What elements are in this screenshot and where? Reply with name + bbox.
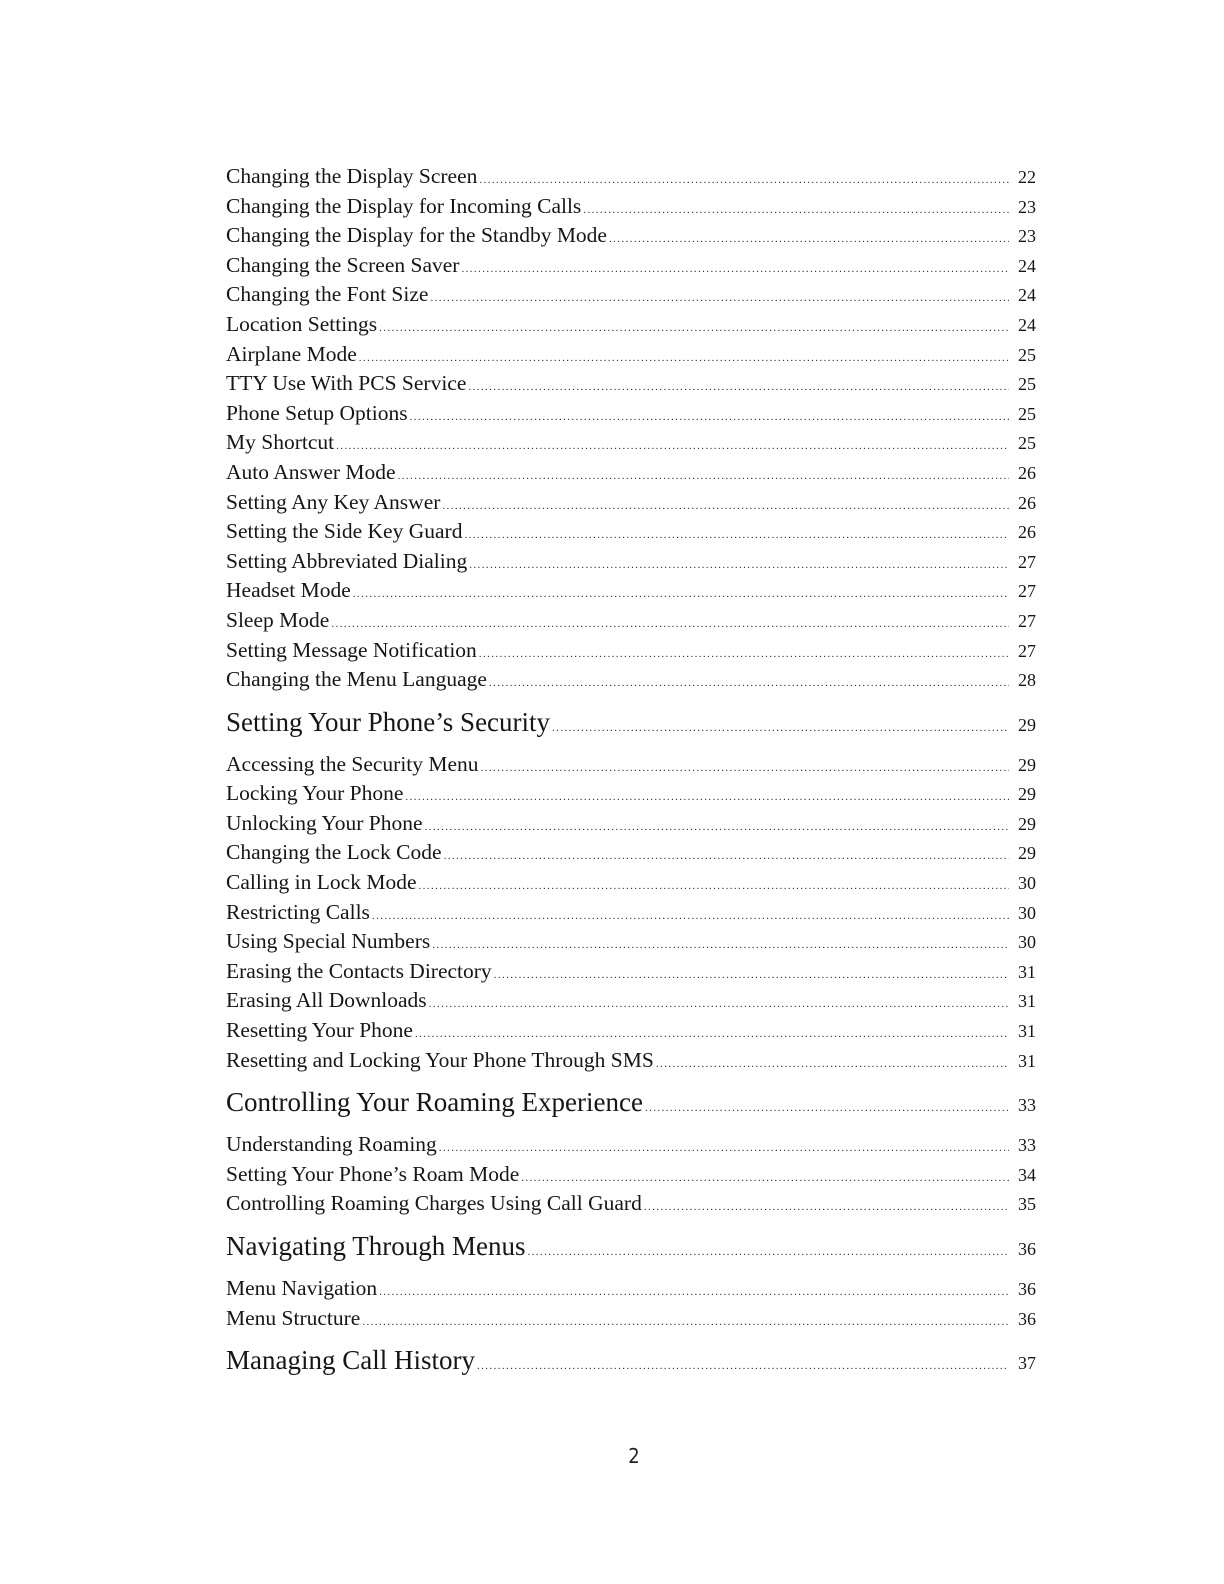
toc-entry-page-number: 33 xyxy=(1018,1095,1036,1116)
toc-entry[interactable] xyxy=(226,251,1036,281)
toc-entry-page-number: 31 xyxy=(1018,1050,1036,1071)
toc-entry[interactable] xyxy=(226,369,1036,399)
toc-entry-title: Setting Any Key Answer xyxy=(226,489,441,514)
toc-entry-page-number: 29 xyxy=(1018,843,1036,864)
dot-leader xyxy=(372,902,1009,932)
toc-entry-page-number: 27 xyxy=(1018,551,1036,572)
toc-entry-page-number: 24 xyxy=(1018,314,1036,335)
toc-entry[interactable] xyxy=(226,1304,1036,1334)
dot-leader xyxy=(656,1050,1009,1080)
dot-leader xyxy=(429,990,1009,1020)
toc-entry[interactable] xyxy=(226,399,1036,429)
toc-entry-title: Setting Abbreviated Dialing xyxy=(226,548,468,573)
dot-leader xyxy=(645,1088,1009,1128)
toc-entry-title: Accessing the Security Menu xyxy=(226,751,479,776)
toc-entry-title: Changing the Display Screen xyxy=(226,164,478,188)
toc-entry[interactable] xyxy=(226,576,1036,606)
toc-entry-page-number: 27 xyxy=(1018,581,1036,602)
toc-entry[interactable] xyxy=(226,809,1036,839)
toc-entry-title: Changing the Menu Language xyxy=(226,667,487,692)
dot-leader xyxy=(644,1193,1009,1223)
toc-section-heading[interactable] xyxy=(226,1226,1036,1266)
toc-entry-title: Menu Navigation xyxy=(226,1276,378,1300)
toc-entry-page-number: 23 xyxy=(1018,226,1036,247)
toc-entry-page-number: 29 xyxy=(1018,714,1036,735)
toc-entry-page-number: 29 xyxy=(1018,784,1036,805)
toc-entry-title: Managing Call History xyxy=(226,1345,475,1376)
toc-entry[interactable] xyxy=(226,779,1036,809)
toc-entry-page-number: 25 xyxy=(1018,403,1036,424)
toc-entry[interactable] xyxy=(226,986,1036,1016)
toc-entry-title: Using Special Numbers xyxy=(226,929,431,954)
toc-entry-page-number: 28 xyxy=(1018,670,1036,691)
toc-entry-title: Headset Mode xyxy=(226,578,351,603)
toc-entry-title: Navigating Through Menus xyxy=(226,1231,526,1261)
toc-entry-page-number: 37 xyxy=(1018,1353,1036,1374)
toc-entry-page-number: 22 xyxy=(1018,167,1036,187)
toc-entry-page-number: 24 xyxy=(1018,255,1036,276)
toc-entry[interactable] xyxy=(226,838,1036,868)
toc-entry-title: Changing the Lock Code xyxy=(226,840,442,865)
toc-entry-title: Erasing the Contacts Directory xyxy=(226,958,492,983)
toc-entry-title: Changing the Display for the Standby Mode xyxy=(226,223,607,248)
toc-entry-title: Phone Setup Options xyxy=(226,400,408,425)
toc-entry-title: Setting Message Notification xyxy=(226,637,477,662)
toc-entry-page-number: 33 xyxy=(1018,1135,1036,1156)
dot-leader xyxy=(494,961,1009,991)
toc-entry-page-number: 26 xyxy=(1018,462,1036,483)
toc-entry-page-number: 34 xyxy=(1018,1164,1036,1185)
toc-entry-page-number: 27 xyxy=(1018,610,1036,631)
toc-entry[interactable] xyxy=(226,192,1036,222)
toc-entry-page-number: 30 xyxy=(1018,873,1036,894)
toc-entry-page-number: 26 xyxy=(1018,522,1036,543)
toc-entry-title: Menu Structure xyxy=(226,1305,361,1330)
toc-entry-page-number: 36 xyxy=(1018,1239,1036,1259)
toc-entry-page-number: 36 xyxy=(1018,1279,1036,1299)
toc-entry-page-number: 31 xyxy=(1018,991,1036,1012)
toc-entry[interactable] xyxy=(226,868,1036,898)
toc-entry-title: Locking Your Phone xyxy=(226,781,404,806)
toc-entry-page-number: 24 xyxy=(1018,285,1036,306)
toc-entry-page-number: 29 xyxy=(1018,813,1036,834)
dot-leader xyxy=(336,432,1009,462)
toc-entry-title: Setting Your Phone’s Roam Mode xyxy=(226,1161,520,1186)
dot-leader xyxy=(464,521,1009,551)
toc-entry-page-number: 29 xyxy=(1018,754,1036,775)
dot-leader xyxy=(469,551,1009,581)
dot-leader xyxy=(362,1308,1009,1338)
toc-entry[interactable] xyxy=(226,547,1036,577)
toc-entry-title: Changing the Font Size xyxy=(226,282,429,307)
toc-entry[interactable] xyxy=(226,1274,1036,1304)
toc-entry-title: Setting Your Phone’s Security xyxy=(226,706,551,737)
toc-entry-page-number: 27 xyxy=(1018,640,1036,661)
dot-leader xyxy=(419,872,1010,902)
toc-section-heading[interactable] xyxy=(226,702,1036,742)
toc-entry[interactable] xyxy=(226,1130,1036,1160)
toc-entry[interactable] xyxy=(226,1189,1036,1219)
dot-leader xyxy=(353,580,1009,610)
dot-leader xyxy=(552,708,1009,748)
page-number: 2 xyxy=(628,1444,640,1468)
dot-leader xyxy=(379,1278,1009,1308)
dot-leader xyxy=(479,640,1009,670)
dot-leader xyxy=(425,813,1009,843)
toc-entry[interactable] xyxy=(226,898,1036,928)
dot-leader xyxy=(439,1134,1009,1164)
dot-leader xyxy=(489,669,1009,699)
toc-entry[interactable] xyxy=(226,310,1036,340)
toc-entry-page-number: 25 xyxy=(1018,344,1036,365)
toc-entry-title: Resetting Your Phone xyxy=(226,1018,413,1043)
dot-leader xyxy=(405,783,1009,813)
dot-leader xyxy=(481,754,1009,784)
toc-entry-title: Unlocking Your Phone xyxy=(226,810,423,835)
dot-leader xyxy=(398,462,1009,492)
dot-leader xyxy=(583,196,1009,226)
toc-entry-title: Setting the Side Key Guard xyxy=(226,519,463,544)
toc-entry-page-number: 31 xyxy=(1018,961,1036,982)
toc-entry[interactable] xyxy=(226,1046,1036,1076)
dot-leader xyxy=(442,492,1009,522)
toc-entry-page-number: 26 xyxy=(1018,492,1036,513)
toc-entry-title: Erasing All Downloads xyxy=(226,988,427,1013)
toc-entry[interactable] xyxy=(226,458,1036,488)
toc-entry-title: Changing the Screen Saver xyxy=(226,252,460,277)
toc-entry-page-number: 25 xyxy=(1018,433,1036,454)
toc-entry-title: Resetting and Locking Your Phone Through SMS xyxy=(226,1047,654,1072)
toc-entry[interactable] xyxy=(226,428,1036,458)
dot-leader xyxy=(609,225,1009,255)
toc-entry[interactable] xyxy=(226,957,1036,987)
toc-entry-page-number: 25 xyxy=(1018,374,1036,395)
toc-entry[interactable] xyxy=(226,517,1036,547)
toc-entry[interactable] xyxy=(226,488,1036,518)
toc-entry[interactable] xyxy=(226,750,1036,780)
toc-entry-page-number: 30 xyxy=(1018,902,1036,923)
dot-leader xyxy=(430,284,1009,314)
toc-entry-page-number: 31 xyxy=(1018,1021,1036,1042)
toc-section-heading[interactable] xyxy=(226,1082,1036,1122)
toc-entry[interactable] xyxy=(226,665,1036,695)
table-of-contents xyxy=(226,162,1036,1388)
toc-entry-title: Controlling Roaming Charges Using Call Guard xyxy=(226,1191,642,1216)
toc-entry-title: Airplane Mode xyxy=(226,341,357,366)
toc-entry[interactable] xyxy=(226,636,1036,666)
dot-leader xyxy=(432,931,1009,961)
toc-entry-title: Auto Answer Mode xyxy=(226,459,396,484)
dot-leader xyxy=(477,1346,1009,1386)
toc-entry[interactable] xyxy=(226,280,1036,310)
dot-leader xyxy=(410,403,1009,433)
toc-entry-title: Restricting Calls xyxy=(226,899,370,924)
toc-entry[interactable] xyxy=(226,1016,1036,1046)
toc-entry-title: Calling in Lock Mode xyxy=(226,870,417,895)
toc-entry[interactable] xyxy=(226,162,1036,192)
toc-entry[interactable] xyxy=(226,606,1036,636)
dot-leader xyxy=(461,255,1009,285)
toc-entry-page-number: 36 xyxy=(1018,1308,1036,1329)
toc-entry[interactable] xyxy=(226,1160,1036,1190)
toc-entry-title: Changing the Display for Incoming Calls xyxy=(226,193,582,218)
toc-entry-page-number: 23 xyxy=(1018,196,1036,217)
toc-entry[interactable] xyxy=(226,927,1036,957)
toc-entry[interactable] xyxy=(226,221,1036,251)
dot-leader xyxy=(468,373,1009,403)
toc-entry-page-number: 30 xyxy=(1018,932,1036,953)
toc-entry-title: Controlling Your Roaming Experience xyxy=(226,1087,643,1118)
dot-leader xyxy=(527,1232,1009,1272)
dot-leader xyxy=(444,842,1009,872)
toc-entry-title: Sleep Mode xyxy=(226,607,330,632)
toc-entry-title: TTY Use With PCS Service xyxy=(226,371,467,396)
toc-entry-title: Understanding Roaming xyxy=(226,1132,437,1157)
toc-entry-page-number: 35 xyxy=(1018,1194,1036,1215)
dot-leader xyxy=(379,314,1009,344)
toc-entry-title: Location Settings xyxy=(226,311,378,336)
toc-entry[interactable] xyxy=(226,340,1036,370)
toc-entry-title: My Shortcut xyxy=(226,430,335,455)
toc-section-heading[interactable] xyxy=(226,1340,1036,1380)
